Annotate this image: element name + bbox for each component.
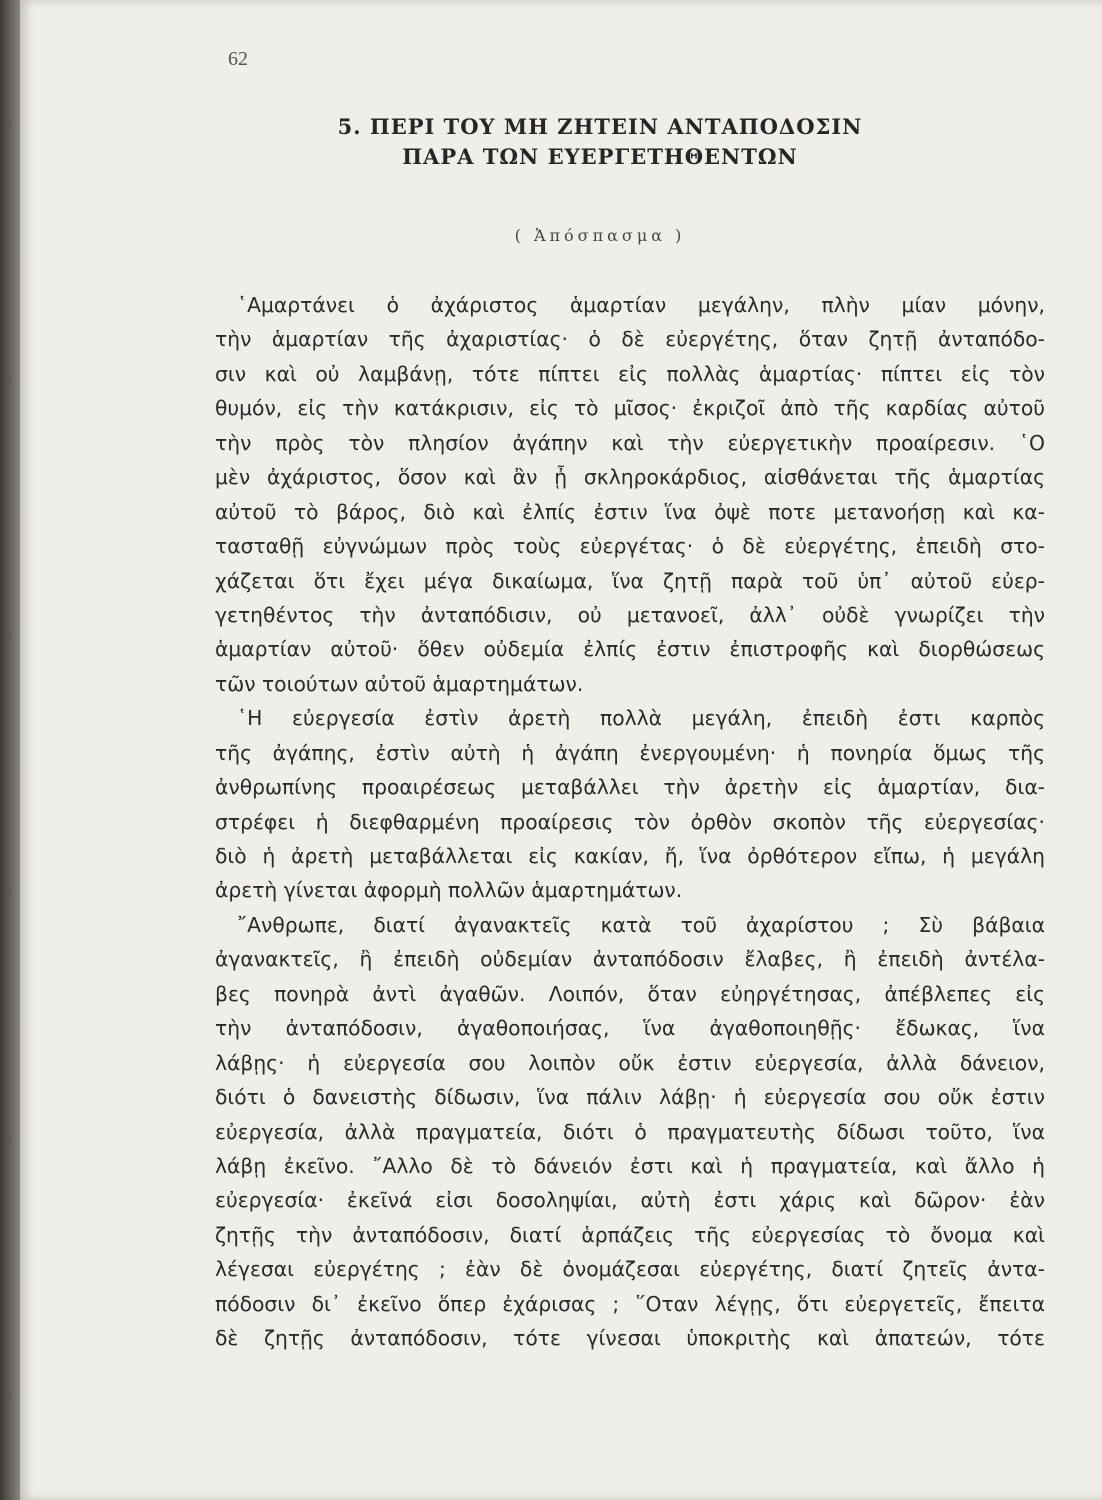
text-line: ῾Αμαρτάνει ὁ ἀχάριστος ἁμαρτίαν μεγάλην, πλὴν μίαν μόνην, — [237, 293, 1045, 317]
text-line: ἀγανακτεῖς, ἢ ἐπειδὴ οὐδεμίαν ἀνταπόδοσιν ἔλαβες, ἢ ἐπειδὴ ἀντέλα- — [215, 947, 1045, 972]
text-line: διὸ ἡ ἀρετὴ μεταβάλλεται εἰς κακίαν, ἤ, ἵνα ὀρθότερον εἴπω, ἡ μεγάλη — [215, 844, 1045, 868]
text-line: ῎Ανθρωπε, διατί ἀγανακτεῖς κατὰ τοῦ ἀχαρίστου ; Σὺ βάβαια — [237, 912, 1045, 937]
text-line: λάβῃς· ἡ εὐεργεσία σου λοιπὸν οὔκ ἐστιν εὐεργεσία, ἀλλὰ δάνειον, — [215, 1050, 1045, 1075]
text-line: εὐεργεσία· ἐκεῖνά εἰσι δοσοληψίαι, αὐτὴ ἐστι χάρις καὶ δῶρον· ἐὰν — [215, 1188, 1045, 1213]
text-line: αὐτοῦ τὸ βάρος, διὸ καὶ ἐλπίς ἐστιν ἵνα ὀψὲ ποτε μετανοήσῃ καὶ κα- — [215, 499, 1045, 524]
body-text — [215, 288, 1045, 1356]
book-page — [20, 0, 1102, 1500]
book-spine-edge — [0, 0, 20, 1500]
text-line: ῾Η εὐεργεσία ἐστὶν ἀρετὴ πολλὰ μεγάλη, ἐπειδὴ ἐστι καρπὸς — [237, 706, 1045, 731]
text-line: τῶν τοιούτων αὐτοῦ ἁμαρτημάτων. — [215, 671, 584, 696]
text-line: ἀνθρωπίνης προαιρέσεως μεταβάλλει τὴν ἀρετὴν εἰς ἁμαρτίαν, δια- — [215, 775, 1045, 800]
text-line: τὴν πρὸς τὸν πλησίον ἀγάπην καὶ τὴν εὐεργετικὴν προαίρεσιν. ῾Ο — [215, 430, 1045, 455]
text-line: ἀρετὴ γίνεται ἀφορμὴ πολλῶν ἁμαρτημάτων. — [215, 878, 683, 903]
text-line: εὐεργεσία, ἀλλὰ πραγματεία, διότι ὁ πραγματευτὴς δίδωσι τοῦτο, ἵνα — [215, 1119, 1045, 1144]
text-line: πόδοσιν δι᾽ ἐκεῖνο ὅπερ ἐχάρισας ; ῞Οταν λέγῃς, ὅτι εὐεργετεῖς, ἔπειτα — [215, 1291, 1045, 1316]
text-line: θυμόν, εἰς τὴν κατάκρισιν, εἰς τὸ μῖσος· ἐκριζοῖ ἀπὸ τῆς καρδίας αὐτοῦ — [215, 396, 1045, 421]
text-line: τασταθῇ εὐγνώμων πρὸς τοὺς εὐεργέτας· ὁ δὲ εὐεργέτης, ἐπειδὴ στο- — [215, 534, 1045, 559]
text-line: χάζεται ὅτι ἔχει μέγα δικαίωμα, ἵνα ζητῇ παρὰ τοῦ ὑπ᾽ αὐτοῦ εὐερ- — [215, 568, 1045, 593]
text-line: στρέφει ἡ διεφθαρμένη προαίρεσις τὸν ὀρθὸν σκοπὸν τῆς εὐεργεσίας· — [215, 809, 1045, 834]
chapter-title-line-1: 5. ΠΕΡΙ ΤΟΥ ΜΗ ΖΗΤΕΙΝ ΑΝΤΑΠΟΔΟΣΙΝ — [337, 114, 863, 139]
text-line: ζητῇς τὴν ἀνταπόδοσιν, διατί ἁρπάζεις τῆς εὐεργεσίας τὸ ὄνομα καὶ — [215, 1222, 1045, 1247]
text-line: ἁμαρτίαν αὐτοῦ· ὅθεν οὐδεμία ἐλπίς ἐστιν ἐπιστροφῆς καὶ διορθώσεως — [215, 637, 1045, 662]
chapter-title-line-2: ΠΑΡΑ ΤΩΝ ΕΥΕΡΓΕΤΗΘΕΝΤΩΝ — [402, 144, 798, 169]
text-line: λάβῃ ἐκεῖνο. ῎Αλλο δὲ τὸ δάνειόν ἐστι καὶ ἡ πραγματεία, καὶ ἄλλο ἡ — [215, 1153, 1045, 1178]
text-line: λέγεσαι εὐεργέτης ; ἐὰν δὲ ὀνομάζεσαι εὐεργέτης, διατί ζητεῖς ἀντα- — [215, 1257, 1045, 1282]
chapter-subtitle: ( Ἀπόσπασμα ) — [514, 226, 686, 245]
text-line: βες πονηρὰ ἀντὶ ἀγαθῶν. Λοιπόν, ὅταν εὐηργέτησας, ἀπέβλεπες εἰς — [215, 981, 1045, 1006]
text-line: γετηθέντος τὴν ἀνταπόδισιν, οὐ μετανοεῖ, ἀλλ᾽ οὐδὲ γνωρίζει τὴν — [215, 602, 1045, 627]
text-line: τὴν ἀνταπόδοσιν, ἀγαθοποιήσας, ἵνα ἀγαθοποιηθῇς· ἔδωκας, ἵνα — [215, 1016, 1045, 1041]
text-line: διότι ὁ δανειστὴς δίδωσιν, ἵνα πάλιν λάβῃ· ἡ εὐεργεσία σου οὔκ ἐστιν — [215, 1085, 1045, 1110]
text-line: σιν καὶ οὐ λαμβάνῃ, τότε πίπτει εἰς πολλὰς ἁμαρτίας· πίπτει εἰς τὸν — [215, 361, 1045, 386]
text-line: τῆς ἀγάπης, ἐστὶν αὐτὴ ἡ ἀγάπη ἐνεργουμένη· ἡ πονηρία ὅμως τῆς — [215, 740, 1045, 765]
page-number: 62 — [228, 48, 248, 70]
text-line: τὴν ἁμαρτίαν τῆς ἀχαριστίας· ὁ δὲ εὐεργέτης, ὅταν ζητῇ ἀνταπόδο- — [215, 327, 1045, 352]
text-line: μὲν ἀχάριστος, ὅσον καὶ ἂν ᾖ σκληροκάρδιος, αἰσθάνεται τῆς ἁμαρτίας — [215, 465, 1045, 490]
text-line: δὲ ζητῇς ἀνταπόδοσιν, τότε γίνεσαι ὑποκριτὴς καὶ ἀπατεών, τότε — [215, 1326, 1045, 1351]
